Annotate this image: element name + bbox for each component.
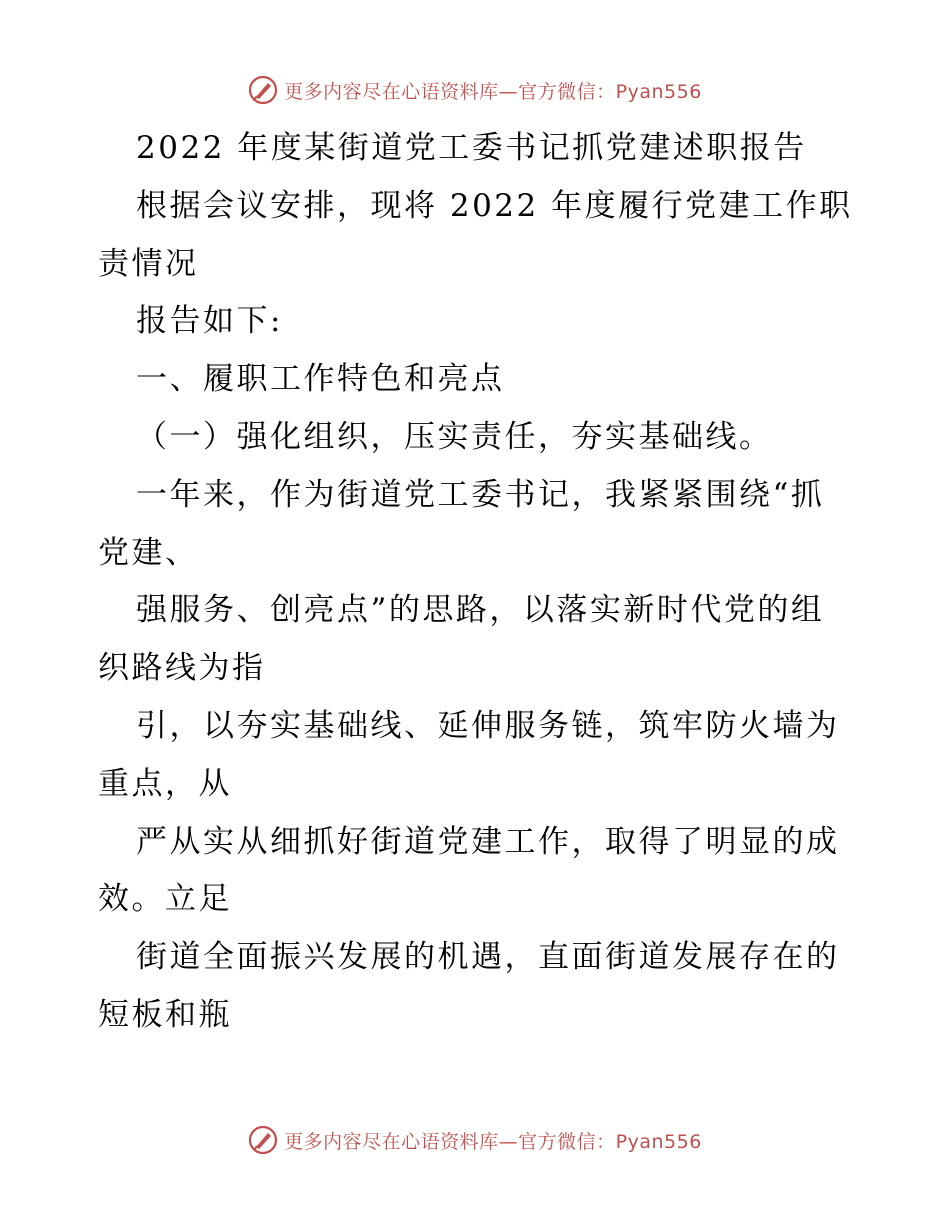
text-line: 一、履职工作特色和亮点	[136, 361, 505, 398]
text-line: 强服务、创亮点”的思路，以落实新时代党的组	[136, 592, 825, 629]
text-line: 织路线为指	[98, 650, 266, 687]
text-line: 责情况	[98, 245, 199, 282]
watermark-text: 更多内容尽在心语资料库—官方微信：Pyan556	[284, 1130, 702, 1153]
document-body	[98, 120, 858, 1045]
quill-pen-logo-icon	[248, 1125, 278, 1155]
text-line: 短板和瓶	[98, 996, 232, 1033]
watermark-text: 更多内容尽在心语资料库—官方微信：Pyan556	[284, 80, 702, 103]
footer-watermark	[0, 1120, 950, 1160]
text-line: 一年来，作为街道党工委书记，我紧紧围绕“抓	[136, 476, 825, 513]
text-line: 严从实从细抓好街道党建工作，取得了明显的成	[136, 823, 840, 860]
text-line: 效。立足	[98, 881, 232, 918]
document-title: 2022 年度某街道党工委书记抓党建述职报告	[136, 130, 807, 166]
text-line: （一）强化组织，压实责任，夯实基础线。	[136, 418, 773, 455]
text-line: 引，以夯实基础线、延伸服务链，筑牢防火墙为	[136, 707, 840, 744]
text-line: 根据会议安排，现将 2022 年度履行党建工作职	[136, 187, 853, 224]
header-watermark	[0, 70, 950, 110]
text-line: 党建、	[98, 534, 199, 571]
quill-pen-logo-icon	[248, 75, 278, 105]
text-line: 重点，从	[98, 765, 232, 802]
text-line: 街道全面振兴发展的机遇，直面街道发展存在的	[136, 939, 840, 976]
text-line: 报告如下:	[136, 303, 283, 340]
